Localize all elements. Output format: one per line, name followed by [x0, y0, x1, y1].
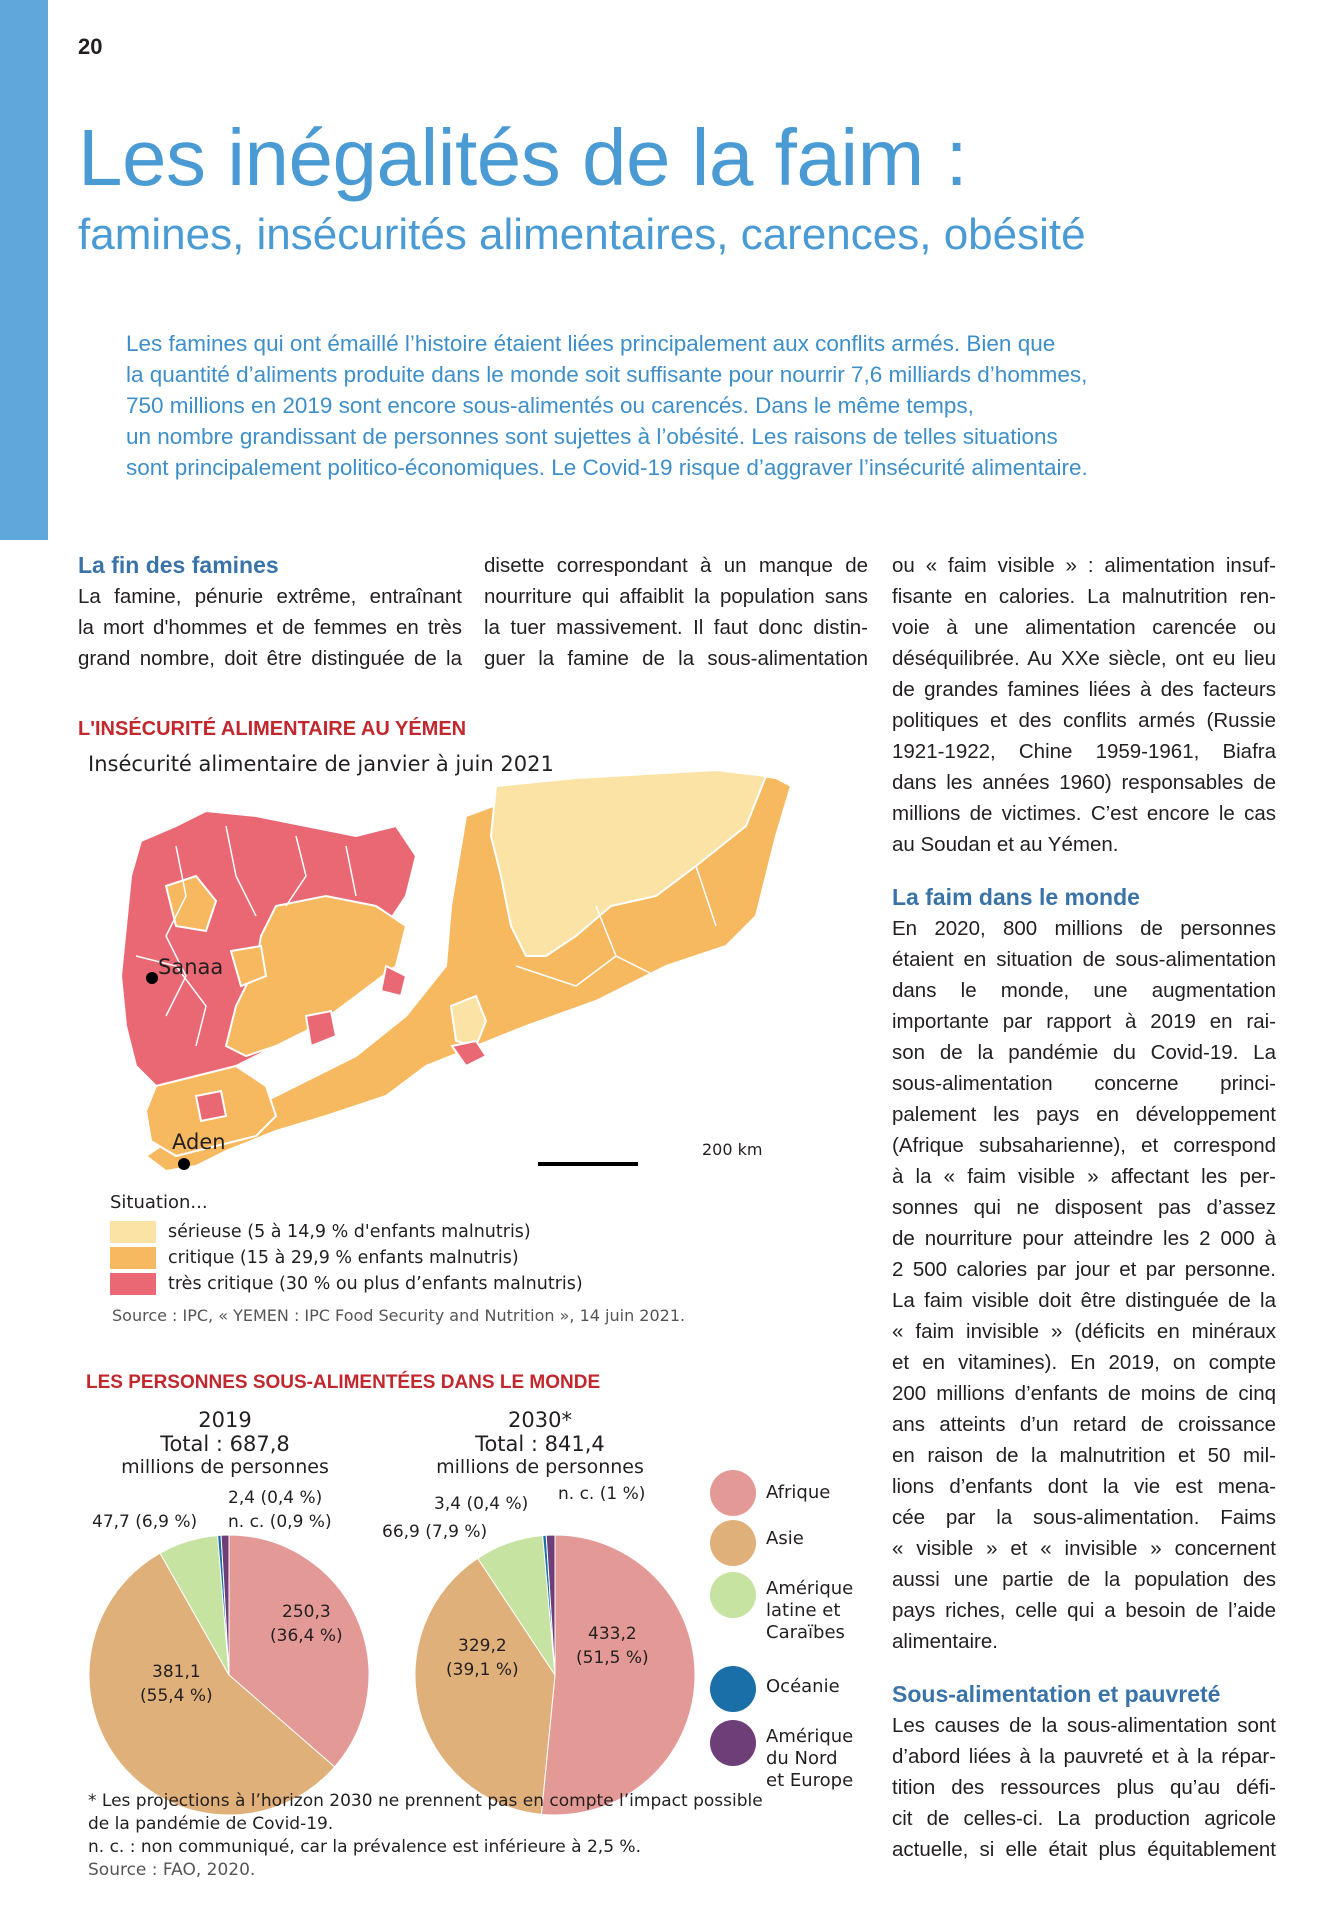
percent: (51,5 %) [576, 1648, 649, 1668]
text-line: grand nombre, doit être distinguée de la [78, 647, 462, 670]
pie-2019-label-nc: n. c. (0,9 %) [228, 1512, 332, 1532]
footnote-line: de la pandémie de Covid-19. [88, 1814, 334, 1834]
legend-line: du Nord [766, 1748, 838, 1769]
map-region-tres-critique-patch [306, 1011, 336, 1046]
pie-legend-afrique [710, 1470, 830, 1516]
text-line: actuelle, si elle était plus équitablement [892, 1838, 1276, 1861]
text-line: 1921-1922, Chine 1959-1961, Biafra [892, 740, 1276, 763]
column-1 [78, 550, 462, 674]
pie-2030-header [400, 1408, 680, 1478]
text-line: d’abord liées à la pauvreté et à la répar- [892, 1745, 1276, 1768]
intro-line: un nombre grandissant de personnes sont sujettes à l’obésité. Les raisons de telles situations [126, 424, 1058, 449]
pie-2030-label-afrique [576, 1622, 649, 1670]
value: 250,3 [282, 1602, 331, 1622]
value: 381,1 [152, 1662, 201, 1682]
legend-swatch [110, 1273, 156, 1295]
heading-fin-des-famines: La fin des famines [78, 552, 279, 578]
legend-label: sérieuse (5 à 14,9 % d'enfants malnutris) [168, 1222, 531, 1242]
pie-2030-year: 2030* [508, 1408, 572, 1432]
pie-2030-unit: millions de personnes [436, 1456, 644, 1478]
legend-swatch [110, 1221, 156, 1243]
text-line: En 2020, 800 millions de personnes [892, 917, 1276, 940]
intro-line: 750 millions en 2019 sont encore sous-alimentés ou carencés. Dans le même temps, [126, 393, 974, 418]
page-subtitle: famines, insécurités alimentaires, carences, obésité [78, 210, 1086, 259]
text-line: cit de celles-ci. La production agricole [892, 1807, 1276, 1830]
pie-2030-label-oceanie: 3,4 (0,4 %) [434, 1494, 529, 1514]
text-line: Les causes de la sous-alimentation sont [892, 1714, 1276, 1737]
city-marker-aden-dot [178, 1158, 190, 1170]
pie-2030-label-nc: n. c. (1 %) [558, 1484, 646, 1504]
text-line: (Afrique subsaharienne), et correspond [892, 1134, 1276, 1157]
text-line: millions de victimes. C’est encore le cas [892, 802, 1276, 825]
text-line: « visible » et « invisible » concernent [892, 1537, 1276, 1560]
pie-2019-label-afrique [270, 1600, 343, 1648]
text-line: nourriture qui affaiblit la population sans [484, 585, 868, 608]
text-line: cée par la sous-alimentation. Faims [892, 1506, 1276, 1529]
text-line: de grandes famines liées à des facteurs [892, 678, 1276, 701]
column-2 [484, 550, 868, 674]
footnote-source: Source : FAO, 2020. [88, 1860, 256, 1880]
legend-label [766, 1720, 853, 1792]
intro-paragraph [126, 328, 1276, 483]
text-line: étaient en situation de sous-alimentation [892, 948, 1276, 971]
legend-line: Amérique [766, 1726, 854, 1747]
legend-label: Océanie [766, 1676, 840, 1697]
map-source: Source : IPC, « YEMEN : IPC Food Security and Nutrition », 14 juin 2021. [112, 1306, 686, 1325]
text-line: alimentaire. [892, 1630, 998, 1653]
pie-2019-label-asie [140, 1660, 213, 1708]
text-line: politiques et des conflits armés (Russie [892, 709, 1276, 732]
text-line: voie à une alimentation carencée ou [892, 616, 1276, 639]
percent: (55,4 %) [140, 1686, 213, 1706]
text-line: pays riches, celle qui a besoin de l’aide [892, 1599, 1276, 1622]
text-line: « faim invisible » (déficits en minéraux [892, 1320, 1276, 1343]
legend-label: Asie [766, 1528, 804, 1549]
value: 433,2 [588, 1624, 637, 1644]
paragraph-pauvrete [892, 1710, 1276, 1865]
pie-2019-year: 2019 [198, 1408, 252, 1432]
pie-2019-label-oceanie: 2,4 (0,4 %) [228, 1488, 323, 1508]
pie-2019-total: Total : 687,8 [160, 1432, 290, 1456]
text-line: palement les pays en développement [892, 1103, 1276, 1126]
text-line: 200 millions d’enfants de moins de cinq [892, 1382, 1276, 1405]
legend-dot [710, 1470, 756, 1516]
pie-2030-total: Total : 841,4 [475, 1432, 605, 1456]
pie-legend-asie [710, 1520, 804, 1566]
text-line: tition des ressources plus qu’au défi- [892, 1776, 1276, 1799]
pie-legend-amerique-latine [710, 1572, 853, 1644]
text-line: déséquilibrée. Au XXe siècle, ont eu lieu [892, 647, 1276, 670]
pie-2019-header [100, 1408, 350, 1478]
text-line: dans le monde, une augmentation [892, 979, 1276, 1002]
legend-line: et Europe [766, 1770, 854, 1791]
text-line: au Soudan et au Yémen. [892, 833, 1119, 856]
legend-line: latine et [766, 1600, 841, 1621]
text-line: lions d’enfants dont la vie est mena- [892, 1475, 1276, 1498]
pie-2019-unit: millions de personnes [121, 1456, 329, 1478]
legend-swatch [110, 1247, 156, 1269]
map-region-tres-critique-patch [381, 966, 406, 996]
legend-label [766, 1572, 853, 1644]
text-line: sonnes qui ne disposent pas d’assez [892, 1196, 1276, 1219]
legend-label: Afrique [766, 1482, 831, 1503]
text-line: 2 500 calories par jour et par personne. [892, 1258, 1276, 1281]
text-line: guer la famine de la sous-alimentation [484, 647, 868, 670]
text-line: ou « faim visible » : alimentation insuf- [892, 554, 1276, 577]
pie-2030-label-asie [446, 1634, 519, 1682]
text-line: importante par rapport à 2019 en rai- [892, 1010, 1276, 1033]
pie-2019-label-amlat: 47,7 (6,9 %) [92, 1512, 198, 1532]
column-3 [892, 550, 1276, 1865]
city-label-sanaa: Sanaa [158, 955, 224, 979]
pie-legend-oceanie [710, 1666, 840, 1712]
footnote-line: n. c. : non communiqué, car la prévalence est inférieure à 2,5 %. [88, 1837, 641, 1857]
text-line: aussi une partie de la population des [892, 1568, 1276, 1591]
page-number: 20 [78, 34, 103, 59]
legend-line: Amérique [766, 1578, 854, 1599]
legend-label: très critique (30 % ou plus d’enfants malnutris) [168, 1274, 583, 1294]
map-region-tres-critique-patch [196, 1091, 226, 1121]
map-subtitle: Insécurité alimentaire de janvier à juin 2021 [88, 752, 554, 776]
intro-line: Les famines qui ont émaillé l’histoire étaient liées principalement aux conflits armés. Bien que [126, 331, 1056, 356]
pie-2030-label-amlat: 66,9 (7,9 %) [382, 1522, 488, 1542]
legend-dot [710, 1720, 756, 1766]
pie-slice-afrique [541, 1535, 695, 1815]
legend-dot [710, 1666, 756, 1712]
heading-sous-alimentation-pauvrete: Sous-alimentation et pauvreté [892, 1681, 1221, 1707]
heading-faim-monde: La faim dans le monde [892, 884, 1140, 910]
text-line: la tuer massivement. Il faut donc distin- [484, 616, 868, 639]
city-label-aden: Aden [172, 1130, 226, 1154]
legend-dot [710, 1572, 756, 1618]
map-section-title: L'INSÉCURITÉ ALIMENTAIRE AU YÉMEN [78, 718, 467, 740]
paragraph-famines [892, 550, 1276, 860]
paragraph-faim-monde [892, 913, 1276, 1657]
map-legend-title: Situation... [110, 1192, 208, 1213]
percent: (36,4 %) [270, 1626, 343, 1646]
text-line: La faim visible doit être distinguée de la [892, 1289, 1276, 1312]
scale-label: 200 km [702, 1140, 763, 1159]
value: 329,2 [458, 1636, 507, 1656]
text-line: en raison de la malnutrition et 50 mil- [892, 1444, 1276, 1467]
text-line: et en vitamines). En 2019, on compte [892, 1351, 1276, 1374]
city-marker-sanaa-dot [146, 972, 158, 984]
text-line: à la « faim visible » affectant les per- [892, 1165, 1276, 1188]
text-line: la mort d'hommes et de femmes en très [78, 616, 462, 639]
footnote-line: * Les projections à l’horizon 2030 ne prennent pas en compte l’impact possible [88, 1791, 763, 1811]
pies-footnote [88, 1790, 763, 1882]
sidebar-band [0, 0, 48, 540]
text-line: disette correspondant à un manque de [484, 554, 868, 577]
legend-line: Caraïbes [766, 1622, 845, 1643]
legend-item-serieuse [110, 1220, 531, 1244]
text-line: sous-alimentation concerne princi- [892, 1072, 1276, 1095]
text-line: dans les années 1960) responsables de [892, 771, 1276, 794]
intro-line: la quantité d’aliments produite dans le monde soit suffisante pour nourrir 7,6 milliards d’hommes, [126, 362, 1088, 387]
pie-legend-amerique-nord [710, 1720, 853, 1792]
text-line: de nourriture pour atteindre les 2 000 à [892, 1227, 1276, 1250]
legend-item-tres-critique [110, 1272, 583, 1296]
legend-label: critique (15 à 29,9 % enfants malnutris) [168, 1248, 519, 1268]
text-line: La famine, pénurie extrême, entraînant [78, 585, 462, 608]
page-title: Les inégalités de la faim : [78, 113, 968, 202]
pie-chart-2019 [84, 1530, 374, 1820]
legend-dot [710, 1520, 756, 1566]
text-line: fisante en calories. La malnutrition ren- [892, 585, 1276, 608]
text-line: son de la pandémie du Covid-19. La [892, 1041, 1276, 1064]
pies-section-title: LES PERSONNES SOUS-ALIMENTÉES DANS LE MONDE [86, 1372, 601, 1393]
percent: (39,1 %) [446, 1660, 519, 1680]
legend-item-critique [110, 1246, 519, 1270]
text-line: ans atteints d’un retard de croissance [892, 1413, 1276, 1436]
intro-line: sont principalement politico-économiques. Le Covid-19 risque d’aggraver l’insécurité alimentaire. [126, 455, 1088, 480]
